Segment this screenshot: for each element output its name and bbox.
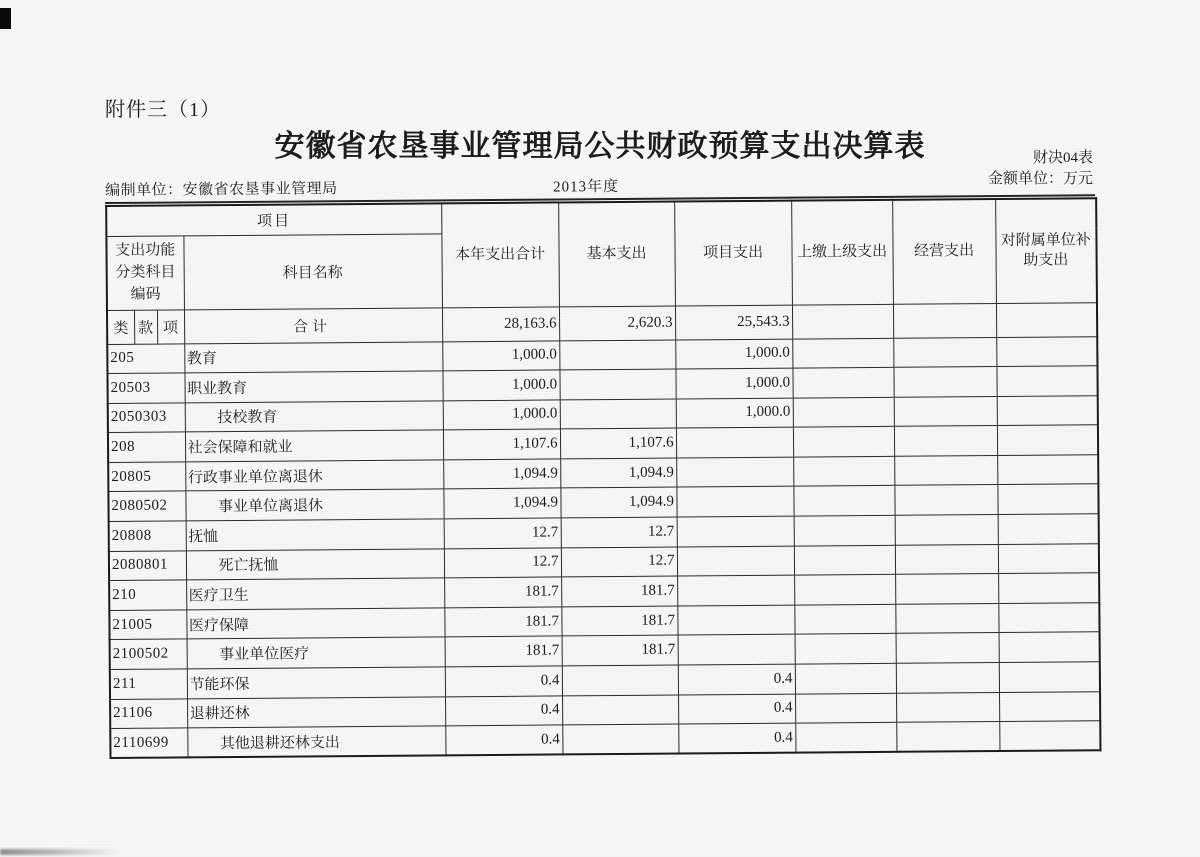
amount-cell	[895, 574, 998, 604]
amount-cell: 181.7	[562, 635, 678, 666]
amount-cell: 28,163.6	[442, 306, 559, 341]
amount-cell	[999, 691, 1100, 721]
subject-name: 抚恤	[186, 519, 444, 551]
amount-cell	[996, 302, 1097, 337]
subject-code: 2110699	[110, 728, 187, 758]
amount-cell	[562, 695, 678, 726]
amount-cell	[676, 487, 793, 518]
amount-unit-note: 金额单位：万元	[987, 171, 1093, 187]
amount-cell: 0.4	[445, 666, 562, 697]
amount-cell	[794, 515, 895, 545]
amount-cell	[997, 395, 1098, 425]
amount-cell	[676, 457, 793, 488]
fiscal-year: 2013年度	[552, 178, 620, 196]
header-code-label: 支出功能分类科目编码	[106, 235, 184, 310]
amount-cell	[894, 485, 997, 515]
amount-cell: 2,620.3	[559, 306, 675, 341]
amount-cell	[792, 367, 893, 397]
subject-code: 211	[110, 669, 187, 699]
total-label: 合计	[184, 307, 442, 343]
subject-code: 2050303	[108, 403, 185, 433]
subject-code: 20503	[107, 373, 184, 403]
amount-cell	[559, 340, 675, 371]
amount-cell	[997, 455, 1098, 485]
amount-cell	[896, 722, 999, 752]
amount-cell: 181.7	[444, 607, 561, 638]
amount-cell	[678, 635, 795, 666]
amount-cell: 181.7	[561, 576, 677, 607]
amount-cell	[896, 633, 999, 663]
amount-cell: 0.4	[678, 723, 795, 754]
header-col-upper-level: 上缴上级支出	[791, 200, 893, 305]
amount-cell	[999, 662, 1100, 692]
amount-cell	[998, 603, 1099, 633]
subject-code: 210	[109, 580, 186, 610]
amount-cell	[795, 663, 896, 693]
amount-cell	[792, 304, 893, 339]
amount-cell	[794, 604, 895, 634]
subject-code: 20808	[109, 521, 186, 551]
amount-cell: 181.7	[444, 577, 561, 608]
subject-code: 2080801	[109, 551, 186, 581]
subject-name: 社会保障和就业	[185, 430, 443, 462]
amount-cell	[998, 573, 1099, 603]
subject-code: 2080502	[108, 491, 185, 521]
amount-cell: 1,107.6	[443, 429, 560, 460]
amount-cell	[677, 516, 794, 547]
amount-cell	[894, 426, 997, 456]
amount-cell	[896, 663, 999, 693]
prepared-by: 编制单位：安徽省农垦事业管理局	[104, 181, 338, 199]
subject-code: 21005	[109, 610, 186, 640]
amount-cell: 1,094.9	[560, 458, 676, 489]
amount-cell	[893, 367, 996, 397]
amount-cell: 0.4	[678, 664, 795, 695]
amount-cell	[677, 575, 794, 606]
amount-cell: 1,000.0	[442, 340, 559, 371]
amount-cell	[894, 455, 997, 485]
header-col-operating: 经营支出	[892, 199, 996, 304]
subject-code: 21106	[110, 698, 187, 728]
amount-cell	[793, 427, 894, 457]
amount-cell	[996, 366, 1097, 396]
amount-cell	[895, 515, 998, 545]
amount-cell	[677, 605, 794, 636]
amount-cell	[893, 337, 996, 367]
header-col-basic: 基本支出	[558, 202, 675, 307]
amount-cell	[997, 425, 1098, 455]
amount-cell	[560, 399, 676, 430]
form-code: 财决04表	[1032, 150, 1093, 166]
subject-name: 医疗卫生	[186, 578, 444, 610]
subject-name: 节能环保	[187, 667, 445, 699]
scan-corner-mark	[0, 8, 11, 29]
subject-name: 教育	[184, 341, 442, 373]
code-sub-item: 项	[157, 309, 184, 343]
amount-cell	[562, 724, 678, 755]
amount-cell	[793, 456, 894, 486]
header-col-total-year: 本年支出合计	[441, 202, 559, 307]
header-project: 项目	[106, 203, 441, 236]
amount-cell: 1,094.9	[443, 488, 560, 519]
header-col-project-exp: 项目支出	[674, 201, 792, 306]
amount-cell: 0.4	[445, 696, 562, 727]
subject-name: 事业单位离退休	[185, 489, 443, 521]
amount-cell: 1,094.9	[443, 459, 560, 490]
amount-cell: 1,094.9	[560, 487, 676, 518]
page-title: 安徽省农垦事业管理局公共财政预算支出决算表	[274, 130, 926, 163]
amount-cell	[793, 486, 894, 516]
amount-cell: 1,000.0	[675, 368, 792, 399]
table-sheet	[105, 177, 1099, 759]
amount-cell	[559, 369, 675, 400]
subject-code: 20805	[108, 462, 185, 492]
amount-cell	[893, 303, 996, 338]
amount-cell: 12.7	[444, 518, 561, 549]
amount-cell: 0.4	[678, 694, 795, 725]
amount-cell	[562, 665, 678, 696]
amount-cell	[996, 336, 1097, 366]
amount-cell	[795, 634, 896, 664]
amount-cell: 1,000.0	[675, 339, 792, 370]
amount-cell: 181.7	[561, 606, 677, 637]
amount-cell: 1,107.6	[560, 428, 676, 459]
subject-code: 205	[107, 343, 184, 373]
subject-name: 退耕还林	[187, 696, 445, 728]
subject-name: 医疗保障	[186, 608, 444, 640]
amount-cell	[997, 484, 1098, 514]
subject-code: 208	[108, 432, 185, 462]
subject-code: 2100502	[110, 639, 187, 669]
attachment-label: 附件三（1）	[105, 99, 221, 121]
subject-name: 技校教育	[185, 401, 443, 433]
scan-bottom-smudge	[0, 849, 120, 855]
amount-cell	[895, 603, 998, 633]
subject-name: 职业教育	[184, 371, 442, 403]
subject-name: 行政事业单位离退休	[185, 460, 443, 492]
amount-cell	[794, 575, 895, 605]
subject-name: 其他退耕还林支出	[187, 726, 445, 758]
code-sub-category: 类	[107, 310, 134, 344]
amount-cell: 1,000.0	[676, 398, 793, 429]
amount-cell: 0.4	[445, 725, 562, 756]
header-subject-name: 科目名称	[183, 233, 442, 309]
amount-cell: 12.7	[561, 547, 677, 578]
amount-cell	[998, 514, 1099, 544]
amount-cell	[676, 427, 793, 458]
header-col-subsidy: 对附属单位补助支出	[995, 198, 1097, 303]
amount-cell: 1,000.0	[443, 400, 560, 431]
amount-cell: 25,543.3	[675, 305, 792, 340]
amount-cell	[795, 723, 896, 753]
amount-cell: 12.7	[444, 548, 561, 579]
budget-table	[105, 197, 1101, 759]
amount-cell	[795, 693, 896, 723]
amount-cell	[999, 632, 1100, 662]
amount-cell	[793, 397, 894, 427]
table-body	[107, 336, 1100, 758]
amount-cell	[792, 338, 893, 368]
amount-cell: 181.7	[445, 636, 562, 667]
amount-cell: 1,000.0	[442, 370, 559, 401]
document-page	[105, 0, 1095, 857]
amount-cell	[896, 692, 999, 722]
code-sub-section: 款	[134, 310, 157, 344]
subject-name: 死亡抚恤	[186, 549, 444, 581]
amount-cell: 12.7	[561, 517, 677, 548]
amount-cell	[794, 545, 895, 575]
header-row-project	[106, 198, 1096, 236]
subject-name: 事业单位医疗	[187, 637, 445, 669]
amount-cell	[895, 544, 998, 574]
amount-cell	[999, 721, 1100, 751]
amount-cell	[998, 543, 1099, 573]
amount-cell	[677, 546, 794, 577]
amount-cell	[894, 396, 997, 426]
